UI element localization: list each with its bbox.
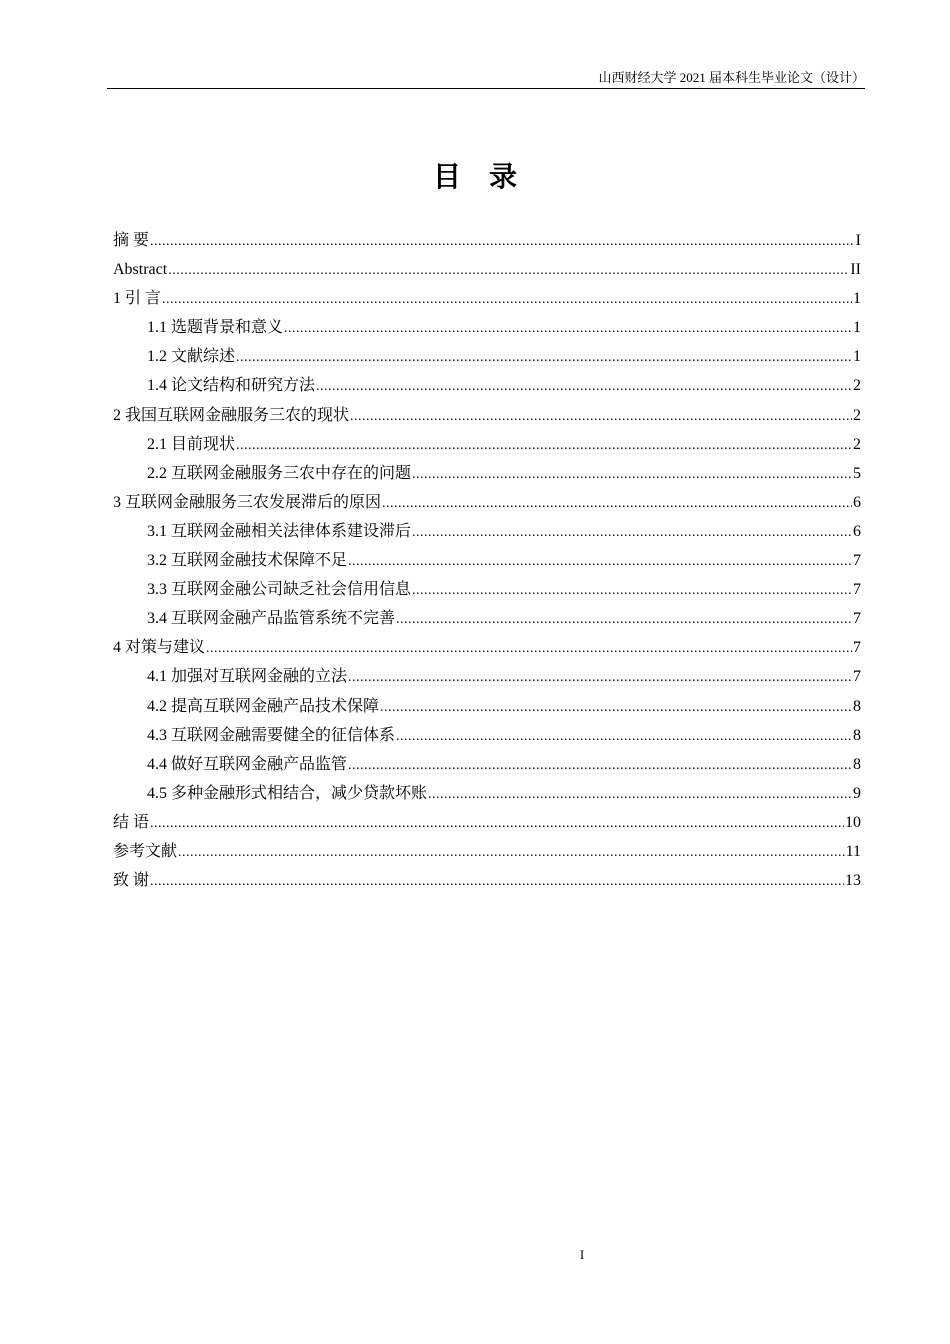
toc-entry-label: 4.2 提高互联网金融产品技术保障 (147, 697, 380, 715)
toc-entry-page: 7 (853, 552, 861, 570)
toc-entry-page: 2 (853, 435, 861, 453)
toc-entry-label: 4.3 互联网金融需要健全的征信体系 (147, 726, 396, 744)
toc-dot-leader (396, 604, 852, 633)
toc-entry-label: 3.1 互联网金融相关法律体系建设滞后 (147, 522, 412, 540)
toc-entry-label: 4.1 加强对互联网金融的立法 (147, 668, 348, 686)
toc-dot-leader (168, 255, 849, 284)
toc-entry[interactable] (113, 750, 861, 779)
table-of-contents (113, 226, 861, 895)
toc-dot-leader (316, 371, 852, 400)
toc-entry-label: 4.4 做好互联网金融产品监管 (147, 755, 348, 773)
toc-dot-leader (412, 459, 852, 488)
toc-entry[interactable] (113, 546, 861, 575)
toc-entry-page: 5 (853, 464, 861, 482)
toc-entry-label: 1.1 选题背景和意义 (147, 319, 284, 337)
toc-entry-page: 1 (853, 348, 861, 366)
page-title: 目录 (432, 162, 545, 193)
toc-entry-page: 8 (853, 697, 861, 715)
toc-entry-label: 2.1 目前现状 (147, 435, 236, 453)
toc-dot-leader (348, 546, 852, 575)
toc-entry-page: 6 (853, 522, 861, 540)
toc-dot-leader (350, 401, 852, 430)
toc-entry-label: 4.5 多种金融形式相结合，减少贷款坏账 (147, 784, 428, 802)
toc-entry[interactable] (113, 837, 861, 866)
toc-dot-leader (178, 837, 845, 866)
toc-entry[interactable] (113, 401, 861, 430)
toc-dot-leader (380, 692, 852, 721)
toc-entry-page: 7 (853, 610, 861, 628)
toc-entry-label: 参考文献 (113, 842, 178, 860)
toc-entry-label: 摘 要 (113, 232, 150, 249)
toc-dot-leader (150, 226, 855, 255)
toc-entry-page: I (855, 232, 861, 249)
toc-entry-label: 2.2 互联网金融服务三农中存在的问题 (147, 464, 412, 482)
toc-dot-leader (206, 633, 852, 662)
toc-entry-label: 3.2 互联网金融技术保障不足 (147, 552, 348, 570)
toc-entry-page: 11 (845, 842, 861, 860)
toc-entry[interactable] (113, 488, 861, 517)
toc-entry-page: 7 (853, 639, 861, 657)
toc-dot-leader (428, 779, 852, 808)
toc-entry[interactable] (113, 342, 861, 371)
toc-entry-label: 1 引 言 (113, 290, 162, 308)
toc-entry-page: 1 (853, 319, 861, 337)
toc-entry[interactable] (113, 692, 861, 721)
toc-entry-label: 1.2 文献综述 (147, 348, 236, 366)
toc-entry-page: 8 (853, 755, 861, 773)
toc-entry[interactable] (113, 808, 861, 837)
toc-dot-leader (162, 284, 852, 313)
toc-entry[interactable] (113, 633, 861, 662)
toc-entry[interactable] (113, 721, 861, 750)
toc-dot-leader (348, 662, 852, 691)
page-header (107, 70, 865, 89)
toc-entry-page: 2 (853, 377, 861, 395)
toc-entry[interactable] (113, 371, 861, 400)
toc-entry-page: 13 (845, 872, 861, 890)
toc-dot-leader (284, 313, 852, 342)
toc-dot-leader (348, 750, 852, 779)
toc-entry-page: 10 (845, 813, 861, 831)
toc-entry-page: 2 (853, 406, 861, 424)
toc-entry[interactable] (113, 226, 861, 255)
toc-entry[interactable] (113, 255, 861, 284)
toc-entry-label: 3.3 互联网金融公司缺乏社会信用信息 (147, 581, 412, 599)
toc-entry-page: II (850, 261, 861, 279)
toc-entry[interactable] (113, 459, 861, 488)
toc-entry-page: 7 (853, 581, 861, 599)
toc-entry-label: 2 我国互联网金融服务三农的现状 (113, 406, 350, 424)
toc-entry[interactable] (113, 866, 861, 895)
toc-entry-label: 1.4 论文结构和研究方法 (147, 377, 316, 395)
toc-dot-leader (150, 808, 844, 837)
page-number: I (579, 1247, 585, 1262)
toc-dot-leader (236, 430, 852, 459)
toc-entry[interactable] (113, 313, 861, 342)
toc-entry-page: 6 (853, 493, 861, 511)
toc-dot-leader (236, 342, 852, 371)
toc-entry-page: 1 (853, 290, 861, 308)
toc-dot-leader (412, 517, 852, 546)
toc-entry-label: 致 谢 (113, 872, 150, 890)
toc-dot-leader (382, 488, 852, 517)
toc-entry-page: 8 (853, 726, 861, 744)
header-text: 山西财经大学 2021 届本科生毕业论文（设计） (598, 70, 865, 85)
toc-entry-label: 4 对策与建议 (113, 639, 206, 657)
toc-entry-page: 9 (853, 784, 861, 802)
toc-entry[interactable] (113, 662, 861, 691)
toc-entry[interactable] (113, 575, 861, 604)
toc-entry-label: 3.4 互联网金融产品监管系统不完善 (147, 610, 396, 628)
toc-entry[interactable] (113, 430, 861, 459)
toc-dot-leader (396, 721, 852, 750)
toc-entry[interactable] (113, 779, 861, 808)
toc-entry-page: 7 (853, 668, 861, 686)
toc-entry-label: 3 互联网金融服务三农发展滞后的原因 (113, 493, 382, 511)
toc-dot-leader (150, 866, 844, 895)
toc-entry[interactable] (113, 604, 861, 633)
toc-entry-label: Abstract (113, 261, 168, 279)
toc-entry[interactable] (113, 517, 861, 546)
toc-dot-leader (412, 575, 852, 604)
toc-entry-label: 结 语 (113, 813, 150, 831)
toc-entry[interactable] (113, 284, 861, 313)
